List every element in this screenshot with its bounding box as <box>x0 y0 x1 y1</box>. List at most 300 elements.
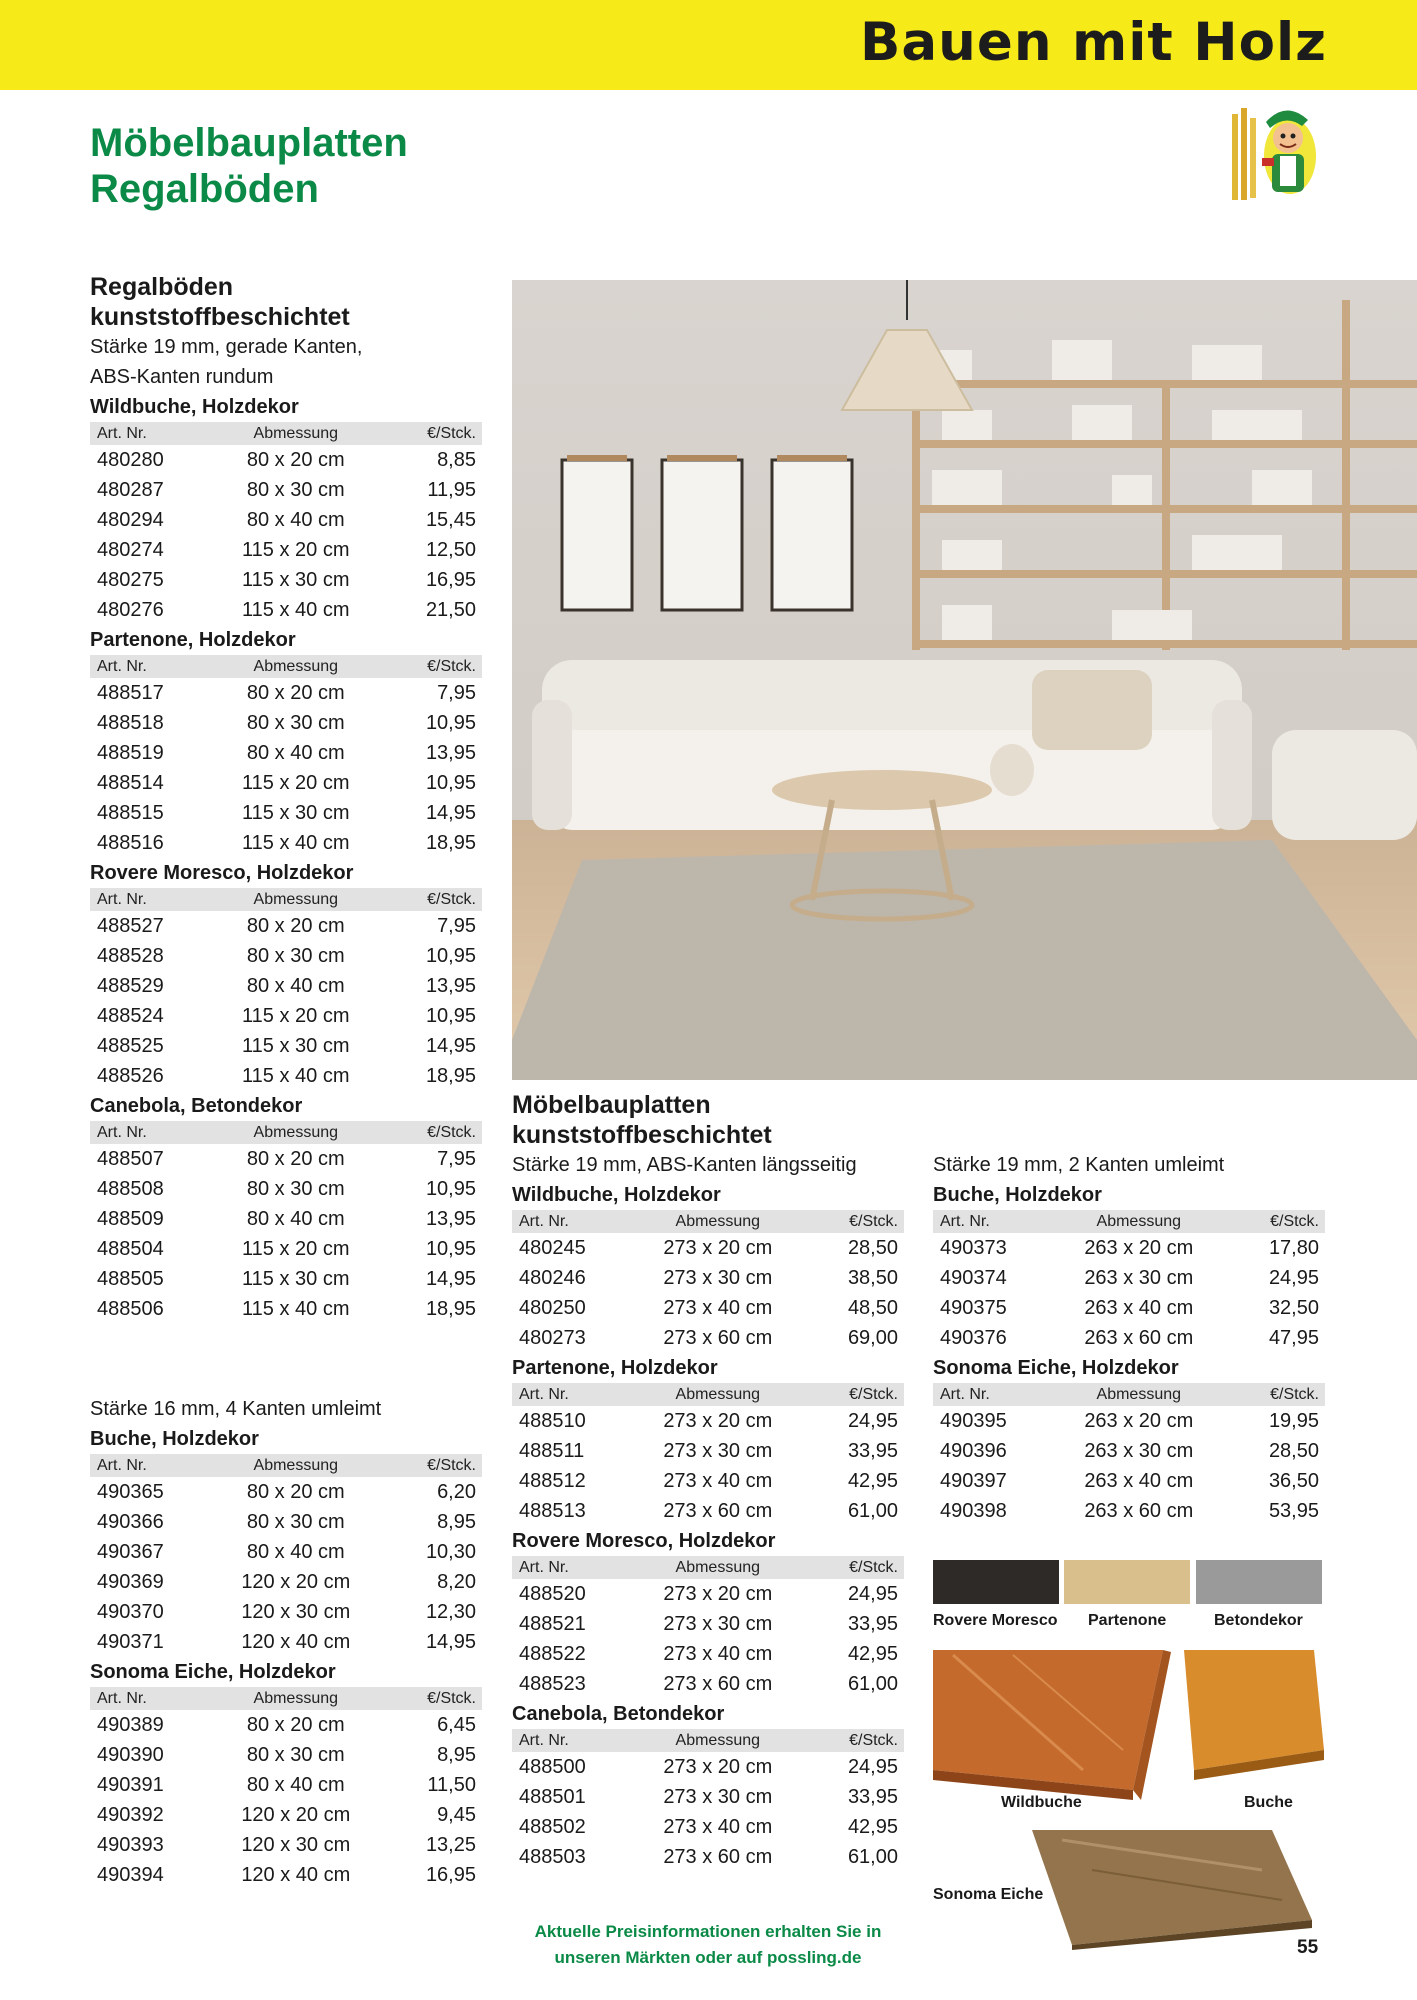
art-nr-cell: 490375 <box>940 1296 1007 1319</box>
art-nr-cell: 488522 <box>519 1642 586 1665</box>
abmessung-cell: 273 x 40 cm <box>663 1815 773 1838</box>
art-nr-cell: 488528 <box>97 944 164 967</box>
price-cell: 13,25 <box>425 1833 476 1856</box>
table-row <box>512 1323 904 1353</box>
table-row <box>90 595 482 625</box>
art-nr-cell: 488520 <box>519 1582 586 1605</box>
price-info-footnote <box>512 1919 904 1971</box>
art-nr-cell: 490367 <box>97 1540 164 1563</box>
art-nr-cell: 488501 <box>519 1785 586 1808</box>
abmessung-cell: 80 x 20 cm <box>246 681 345 704</box>
table-row <box>90 1174 482 1204</box>
abmessung-cell: 80 x 20 cm <box>246 1480 345 1503</box>
price-table-header <box>90 1687 482 1710</box>
table-row <box>90 1567 482 1597</box>
abmessung-cell: 80 x 40 cm <box>246 974 345 997</box>
abmessung-cell: 273 x 60 cm <box>663 1499 773 1522</box>
price-cell: 6,20 <box>437 1480 476 1503</box>
table-row <box>512 1406 904 1436</box>
abmessung-cell: 115 x 40 cm <box>242 831 350 854</box>
art-nr-cell: 488508 <box>97 1177 164 1200</box>
price-table <box>512 1210 904 1353</box>
table-row <box>90 911 482 941</box>
art-nr-cell: 490396 <box>940 1439 1007 1462</box>
abmessung-cell: 80 x 30 cm <box>246 944 345 967</box>
abmessung-cell: 115 x 40 cm <box>242 1297 350 1320</box>
art-nr-cell: 488518 <box>97 711 164 734</box>
abmessung-cell: 273 x 30 cm <box>663 1612 773 1635</box>
price-cell: 16,95 <box>425 1863 476 1886</box>
table-row <box>512 1233 904 1263</box>
table-row <box>512 1842 904 1872</box>
price-cell: 10,95 <box>425 711 476 734</box>
abmessung-cell: 120 x 30 cm <box>241 1833 351 1856</box>
table-row <box>933 1406 1325 1436</box>
header-abmessung: Abmessung <box>208 422 384 445</box>
regal-desc-line2: ABS-Kanten rundum <box>90 366 274 388</box>
price-table <box>90 1121 482 1324</box>
price-cell: 36,50 <box>1268 1469 1319 1492</box>
art-nr-cell: 488509 <box>97 1207 164 1230</box>
table-row <box>512 1812 904 1842</box>
art-nr-cell: 488517 <box>97 681 164 704</box>
header-price: €/Stck. <box>384 1121 482 1144</box>
abmessung-cell: 80 x 30 cm <box>246 711 345 734</box>
table-row <box>90 1204 482 1234</box>
table-row <box>90 1627 482 1657</box>
art-nr-cell: 480275 <box>97 568 164 591</box>
art-nr-cell: 480246 <box>519 1266 586 1289</box>
board-buche <box>1184 1650 1324 1780</box>
product-group-heading: Buche, Holzdekor <box>933 1184 1102 1206</box>
table-row <box>90 1800 482 1830</box>
product-group-heading: Wildbuche, Holzdekor <box>512 1184 721 1206</box>
price-cell: 42,95 <box>847 1642 898 1665</box>
price-table-header <box>512 1729 904 1752</box>
price-table-header <box>90 1454 482 1477</box>
header-price: €/Stck. <box>384 422 482 445</box>
product-group-heading: Rovere Moresco, Holzdekor <box>90 862 354 884</box>
header-art-nr: Art. Nr. <box>90 1687 208 1710</box>
header-price: €/Stck. <box>1227 1210 1325 1233</box>
art-nr-cell: 488512 <box>519 1469 586 1492</box>
price-cell: 24,95 <box>847 1409 898 1432</box>
table-row <box>512 1579 904 1609</box>
abmessung-cell: 80 x 20 cm <box>246 914 345 937</box>
abmessung-cell: 80 x 30 cm <box>246 478 345 501</box>
abmessung-cell: 115 x 30 cm <box>242 1034 350 1057</box>
art-nr-cell: 480294 <box>97 508 164 531</box>
swatch-rovere-moresco <box>933 1560 1059 1604</box>
abmessung-cell: 115 x 40 cm <box>242 1064 350 1087</box>
header-art-nr: Art. Nr. <box>90 888 208 911</box>
table-row <box>90 505 482 535</box>
price-cell: 8,95 <box>437 1743 476 1766</box>
art-nr-cell: 488526 <box>97 1064 164 1087</box>
banner-title: Bauen mit Holz <box>860 12 1327 73</box>
board-label-buche: Buche <box>1244 1794 1293 1811</box>
regal16-groups <box>90 1424 482 1890</box>
table-row <box>90 1294 482 1324</box>
moebel2-groups <box>933 1180 1325 1526</box>
price-cell: 11,95 <box>427 478 476 501</box>
board-label-wildbuche: Wildbuche <box>1001 1794 1082 1811</box>
price-cell: 61,00 <box>847 1672 898 1695</box>
abmessung-cell: 115 x 20 cm <box>242 538 350 561</box>
price-cell: 16,95 <box>425 568 476 591</box>
abmessung-cell: 263 x 40 cm <box>1084 1469 1194 1492</box>
price-cell: 10,95 <box>425 1177 476 1200</box>
art-nr-cell: 488507 <box>97 1147 164 1170</box>
art-nr-cell: 488510 <box>519 1409 586 1432</box>
art-nr-cell: 490370 <box>97 1600 164 1623</box>
price-cell: 33,95 <box>847 1439 898 1462</box>
header-abmessung: Abmessung <box>208 1687 384 1710</box>
art-nr-cell: 488505 <box>97 1267 164 1290</box>
abmessung-cell: 115 x 40 cm <box>242 598 350 621</box>
price-cell: 19,95 <box>1268 1409 1319 1432</box>
table-row <box>90 941 482 971</box>
abmessung-cell: 80 x 30 cm <box>246 1177 345 1200</box>
table-row <box>90 1061 482 1091</box>
art-nr-cell: 488511 <box>519 1439 585 1462</box>
abmessung-cell: 80 x 20 cm <box>246 1713 345 1736</box>
moebel2-desc: Stärke 19 mm, 2 Kanten umleimt <box>933 1154 1225 1176</box>
price-cell: 10,95 <box>425 944 476 967</box>
table-row <box>90 1740 482 1770</box>
product-group-heading: Sonoma Eiche, Holzdekor <box>933 1357 1179 1379</box>
art-nr-cell: 488514 <box>97 771 164 794</box>
price-cell: 33,95 <box>847 1785 898 1808</box>
price-cell: 6,45 <box>437 1713 476 1736</box>
header-art-nr: Art. Nr. <box>90 1454 208 1477</box>
price-table <box>90 888 482 1091</box>
art-nr-cell: 488504 <box>97 1237 164 1260</box>
table-row <box>90 1001 482 1031</box>
price-cell: 8,85 <box>437 448 476 471</box>
price-cell: 47,95 <box>1268 1326 1319 1349</box>
header-art-nr: Art. Nr. <box>933 1210 1051 1233</box>
art-nr-cell: 480245 <box>519 1236 586 1259</box>
abmessung-cell: 115 x 20 cm <box>242 1004 350 1027</box>
table-row <box>90 565 482 595</box>
art-nr-cell: 488515 <box>97 801 164 824</box>
abmessung-cell: 273 x 30 cm <box>663 1785 773 1808</box>
abmessung-cell: 120 x 30 cm <box>241 1600 351 1623</box>
abmessung-cell: 263 x 30 cm <box>1084 1439 1194 1462</box>
abmessung-cell: 115 x 30 cm <box>242 1267 350 1290</box>
footnote-line2: unseren Märkten oder auf possling.de <box>554 1948 862 1967</box>
table-row <box>90 708 482 738</box>
regal-section <box>90 272 482 1324</box>
regal-title-line1: Regalböden <box>90 273 234 301</box>
abmessung-cell: 263 x 20 cm <box>1084 1409 1194 1432</box>
art-nr-cell: 488500 <box>519 1755 586 1778</box>
abmessung-cell: 80 x 40 cm <box>246 508 345 531</box>
art-nr-cell: 490393 <box>97 1833 164 1856</box>
table-row <box>512 1293 904 1323</box>
table-row <box>512 1752 904 1782</box>
price-cell: 21,50 <box>425 598 476 621</box>
regal16-desc: Stärke 16 mm, 4 Kanten umleimt <box>90 1398 382 1420</box>
price-table-header <box>933 1383 1325 1406</box>
art-nr-cell: 490366 <box>97 1510 164 1533</box>
price-cell: 42,95 <box>847 1469 898 1492</box>
abmessung-cell: 273 x 40 cm <box>663 1469 773 1492</box>
product-group-heading: Wildbuche, Holzdekor <box>90 396 299 418</box>
table-row <box>90 828 482 858</box>
price-cell: 12,30 <box>425 1600 476 1623</box>
table-row <box>933 1496 1325 1526</box>
price-cell: 17,80 <box>1268 1236 1319 1259</box>
art-nr-cell: 490395 <box>940 1409 1007 1432</box>
header-price: €/Stck. <box>384 888 482 911</box>
price-table <box>90 422 482 625</box>
header-art-nr: Art. Nr. <box>512 1383 630 1406</box>
moebel2-section <box>933 1150 1325 1526</box>
header-abmessung: Abmessung <box>630 1729 806 1752</box>
regal-desc-line1: Stärke 19 mm, gerade Kanten, <box>90 336 363 358</box>
art-nr-cell: 490369 <box>97 1570 164 1593</box>
board-wildbuche <box>933 1650 1173 1800</box>
abmessung-cell: 120 x 40 cm <box>241 1630 351 1653</box>
product-group-heading: Buche, Holzdekor <box>90 1428 259 1450</box>
header-abmessung: Abmessung <box>630 1383 806 1406</box>
table-row <box>90 1234 482 1264</box>
swatch-betondekor <box>1196 1560 1322 1604</box>
price-cell: 10,30 <box>425 1540 476 1563</box>
price-table-header <box>90 422 482 445</box>
page-title-line1: Möbelbauplatten <box>90 121 408 165</box>
table-row <box>90 1144 482 1174</box>
art-nr-cell: 480280 <box>97 448 164 471</box>
table-row <box>512 1466 904 1496</box>
abmessung-cell: 115 x 20 cm <box>242 771 350 794</box>
price-cell: 18,95 <box>425 1297 476 1320</box>
price-table <box>512 1729 904 1872</box>
art-nr-cell: 490365 <box>97 1480 164 1503</box>
art-nr-cell: 490394 <box>97 1863 164 1886</box>
abmessung-cell: 80 x 20 cm <box>246 448 345 471</box>
product-group-heading: Canebola, Betondekor <box>512 1703 725 1725</box>
price-cell: 8,20 <box>437 1570 476 1593</box>
table-row <box>933 1466 1325 1496</box>
price-cell: 10,95 <box>425 1004 476 1027</box>
art-nr-cell: 490390 <box>97 1743 164 1766</box>
header-art-nr: Art. Nr. <box>90 655 208 678</box>
header-abmessung: Abmessung <box>208 888 384 911</box>
art-nr-cell: 488513 <box>519 1499 586 1522</box>
price-cell: 48,50 <box>847 1296 898 1319</box>
table-row <box>933 1233 1325 1263</box>
table-row <box>90 1710 482 1740</box>
price-cell: 14,95 <box>425 801 476 824</box>
table-row <box>90 1860 482 1890</box>
abmessung-cell: 263 x 40 cm <box>1084 1296 1194 1319</box>
art-nr-cell: 480274 <box>97 538 164 561</box>
moebel-title-line2: kunststoffbeschichtet <box>512 1121 772 1149</box>
header-abmessung: Abmessung <box>208 1454 384 1477</box>
header-art-nr: Art. Nr. <box>90 1121 208 1144</box>
price-table-header <box>90 1121 482 1144</box>
table-row <box>90 1770 482 1800</box>
product-group-heading: Sonoma Eiche, Holzdekor <box>90 1661 336 1683</box>
header-abmessung: Abmessung <box>1051 1210 1227 1233</box>
abmessung-cell: 273 x 20 cm <box>663 1755 773 1778</box>
table-row <box>512 1609 904 1639</box>
table-row <box>512 1639 904 1669</box>
product-group-heading: Partenone, Holzdekor <box>512 1357 718 1379</box>
abmessung-cell: 80 x 40 cm <box>246 1207 345 1230</box>
board-sonoma-eiche <box>1032 1830 1312 1950</box>
regal16-section <box>90 1394 482 1890</box>
price-cell: 61,00 <box>847 1845 898 1868</box>
art-nr-cell: 490397 <box>940 1469 1007 1492</box>
abmessung-cell: 273 x 20 cm <box>663 1236 773 1259</box>
abmessung-cell: 273 x 30 cm <box>663 1439 773 1462</box>
abmessung-cell: 115 x 20 cm <box>242 1237 350 1260</box>
table-row <box>512 1496 904 1526</box>
price-cell: 24,95 <box>847 1755 898 1778</box>
header-price: €/Stck. <box>806 1383 904 1406</box>
price-cell: 14,95 <box>425 1267 476 1290</box>
abmessung-cell: 273 x 40 cm <box>663 1642 773 1665</box>
price-cell: 7,95 <box>437 914 476 937</box>
page-number: 55 <box>1297 1937 1319 1958</box>
art-nr-cell: 488525 <box>97 1034 164 1057</box>
header-abmessung: Abmessung <box>630 1210 806 1233</box>
product-group-heading: Partenone, Holzdekor <box>90 629 296 651</box>
art-nr-cell: 488527 <box>97 914 164 937</box>
abmessung-cell: 273 x 40 cm <box>663 1296 773 1319</box>
table-row <box>90 798 482 828</box>
header-price: €/Stck. <box>806 1210 904 1233</box>
header-price: €/Stck. <box>384 1454 482 1477</box>
price-table <box>90 1454 482 1657</box>
art-nr-cell: 488506 <box>97 1297 164 1320</box>
swatch-label-rovere-moresco: Rovere Moresco <box>933 1612 1058 1629</box>
board-label-sonoma-eiche: Sonoma Eiche <box>933 1886 1044 1903</box>
abmessung-cell: 273 x 60 cm <box>663 1326 773 1349</box>
price-cell: 61,00 <box>847 1499 898 1522</box>
art-nr-cell: 488524 <box>97 1004 164 1027</box>
art-nr-cell: 490371 <box>97 1630 164 1653</box>
header-price: €/Stck. <box>1227 1383 1325 1406</box>
swatch-partenone <box>1064 1560 1190 1604</box>
abmessung-cell: 273 x 60 cm <box>663 1672 773 1695</box>
header-art-nr: Art. Nr. <box>512 1210 630 1233</box>
header-price: €/Stck. <box>384 1687 482 1710</box>
moebel-section <box>512 1090 904 1872</box>
abmessung-cell: 263 x 60 cm <box>1084 1499 1194 1522</box>
price-cell: 33,95 <box>847 1612 898 1635</box>
living-room-photo <box>512 280 1417 1080</box>
table-row <box>933 1263 1325 1293</box>
art-nr-cell: 480287 <box>97 478 164 501</box>
price-table-header <box>512 1556 904 1579</box>
price-cell: 10,95 <box>425 1237 476 1260</box>
moebel-desc: Stärke 19 mm, ABS-Kanten längsseitig <box>512 1154 857 1176</box>
price-cell: 12,50 <box>425 538 476 561</box>
swatch-label-partenone: Partenone <box>1088 1612 1167 1629</box>
price-table <box>512 1383 904 1526</box>
table-row <box>90 1264 482 1294</box>
price-cell: 13,95 <box>425 741 476 764</box>
price-cell: 32,50 <box>1268 1296 1319 1319</box>
table-row <box>90 738 482 768</box>
table-row <box>512 1669 904 1699</box>
art-nr-cell: 488521 <box>519 1612 586 1635</box>
price-cell: 28,50 <box>1268 1439 1319 1462</box>
price-cell: 13,95 <box>425 974 476 997</box>
abmessung-cell: 80 x 20 cm <box>246 1147 345 1170</box>
swatch-label-betondekor: Betondekor <box>1214 1612 1303 1629</box>
price-table-header <box>933 1210 1325 1233</box>
abmessung-cell: 80 x 30 cm <box>246 1510 345 1533</box>
price-table-header <box>512 1383 904 1406</box>
abmessung-cell: 273 x 60 cm <box>663 1845 773 1868</box>
price-cell: 24,95 <box>1268 1266 1319 1289</box>
art-nr-cell: 488502 <box>519 1815 586 1838</box>
art-nr-cell: 488519 <box>97 741 164 764</box>
page-title-line2: Regalböden <box>90 167 319 211</box>
art-nr-cell: 490392 <box>97 1803 164 1826</box>
table-row <box>90 1830 482 1860</box>
abmessung-cell: 263 x 30 cm <box>1084 1266 1194 1289</box>
header-price: €/Stck. <box>384 655 482 678</box>
regal-title-line2: kunststoffbeschichtet <box>90 303 350 331</box>
product-group-heading: Rovere Moresco, Holzdekor <box>512 1530 776 1552</box>
header-abmessung: Abmessung <box>208 655 384 678</box>
price-cell: 7,95 <box>437 681 476 704</box>
abmessung-cell: 115 x 30 cm <box>242 801 350 824</box>
abmessung-cell: 273 x 20 cm <box>663 1582 773 1605</box>
abmessung-cell: 80 x 30 cm <box>246 1743 345 1766</box>
price-table <box>90 1687 482 1890</box>
abmessung-cell: 263 x 60 cm <box>1084 1326 1194 1349</box>
abmessung-cell: 120 x 20 cm <box>241 1803 351 1826</box>
table-row <box>512 1782 904 1812</box>
header-banner <box>0 0 1417 90</box>
table-row <box>90 678 482 708</box>
table-row <box>90 1031 482 1061</box>
abmessung-cell: 115 x 30 cm <box>242 568 350 591</box>
art-nr-cell: 488503 <box>519 1845 586 1868</box>
price-table <box>90 655 482 858</box>
price-cell: 7,95 <box>437 1147 476 1170</box>
price-table <box>933 1210 1325 1353</box>
price-cell: 18,95 <box>425 831 476 854</box>
table-row <box>90 445 482 475</box>
header-abmessung: Abmessung <box>1051 1383 1227 1406</box>
table-row <box>512 1263 904 1293</box>
header-art-nr: Art. Nr. <box>933 1383 1051 1406</box>
table-row <box>512 1436 904 1466</box>
header-art-nr: Art. Nr. <box>512 1556 630 1579</box>
abmessung-cell: 80 x 40 cm <box>246 1540 345 1563</box>
product-group-heading: Canebola, Betondekor <box>90 1095 303 1117</box>
header-abmessung: Abmessung <box>208 1121 384 1144</box>
art-nr-cell: 490373 <box>940 1236 1007 1259</box>
price-cell: 42,95 <box>847 1815 898 1838</box>
abmessung-cell: 120 x 40 cm <box>241 1863 351 1886</box>
table-row <box>90 768 482 798</box>
abmessung-cell: 273 x 30 cm <box>663 1266 773 1289</box>
table-row <box>90 1537 482 1567</box>
abmessung-cell: 80 x 40 cm <box>246 1773 345 1796</box>
header-art-nr: Art. Nr. <box>90 422 208 445</box>
price-cell: 28,50 <box>847 1236 898 1259</box>
